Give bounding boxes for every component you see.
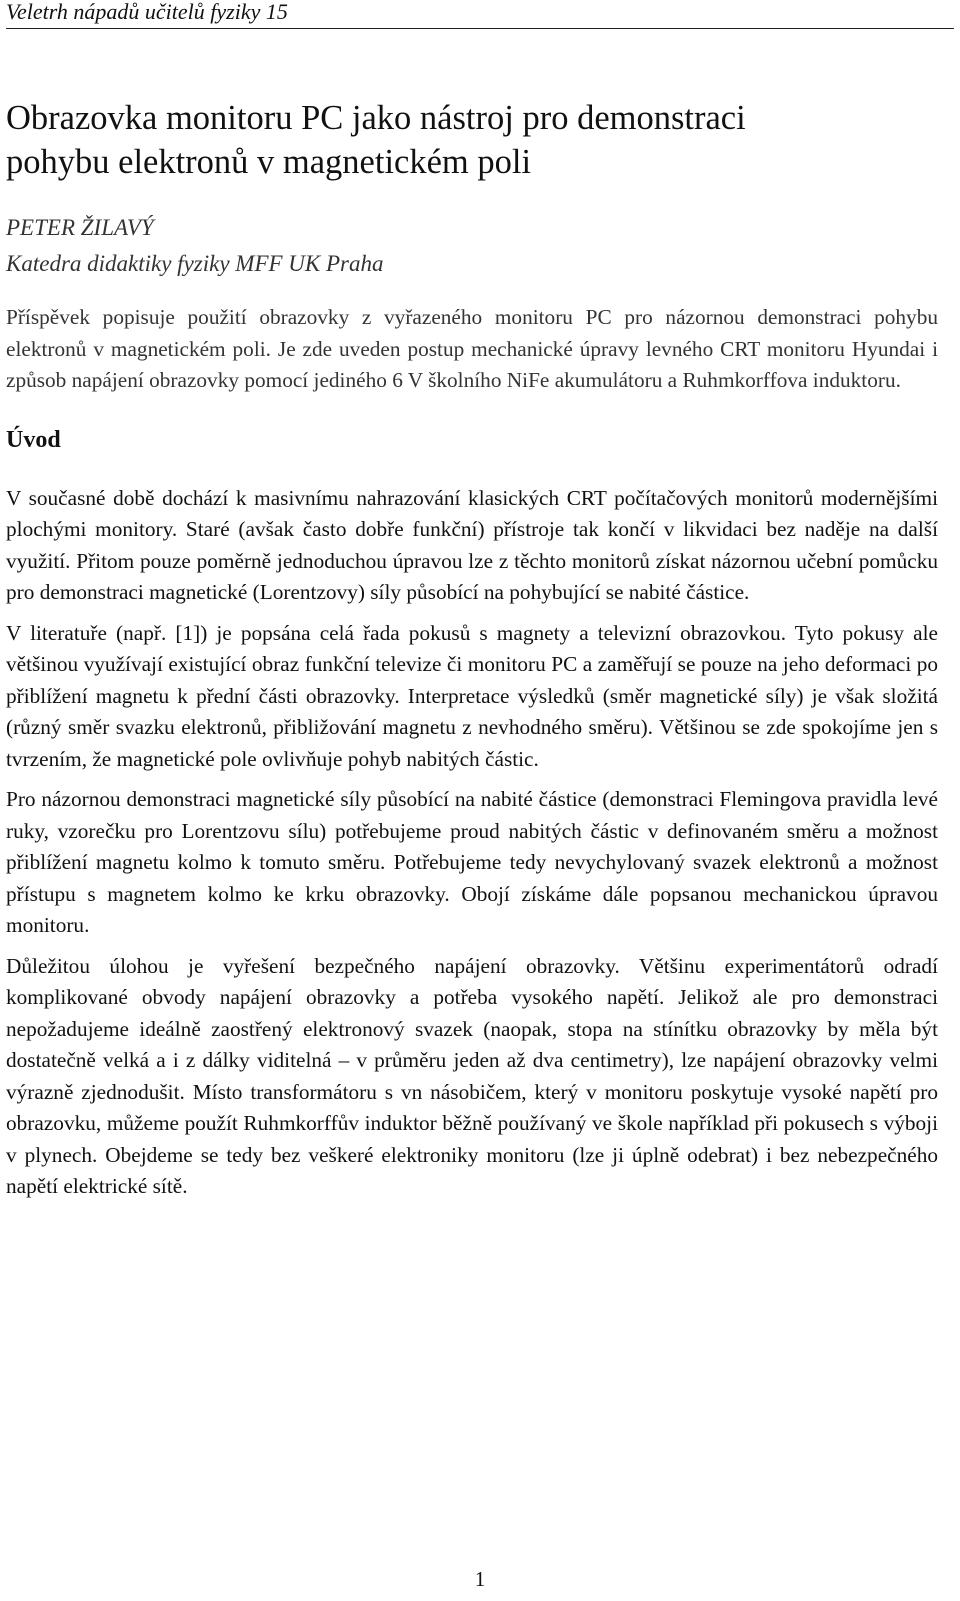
running-header-title: Veletrh nápadů učitelů fyziky 15 xyxy=(6,0,288,24)
paragraph-4: Důležitou úlohou je vyřešení bezpečného napájení obrazovky. Většinu experimentátorů odradí komplikované obvody napájení obrazovky a potřeba vysokého napětí. Jelikož ale pro demonstraci nepožadujeme ideálně zaostřený elektronový svazek (naopak, stopa na stínítku obrazovky by měla být dostatečně velká a i z dálky viditelná – v průměru jeden až dva centimetry), lze napájení obrazovky velmi výrazně zjednodušit. Místo transformátoru s vn násobičem, který v monitoru poskytuje vysoké napětí pro obrazovku, můžeme použít Ruhmkorffův induktor běžně používaný ve škole například při pokusech s výboji v plynech. Obejdeme se tedy bez veškeré elektroniky monitoru (lze ji úplně odebrat) i bez nebezpečného napětí elektrické sítě. xyxy=(6,953,938,1198)
author-name: PETER ŽILAVÝ xyxy=(6,215,154,240)
running-header xyxy=(6,0,954,29)
article-title-line-1: Obrazovka monitoru PC jako nástroj pro demonstraci xyxy=(6,99,746,137)
paragraph-2: V literatuře (např. [1]) je popsána celá řada pokusů s magnety a televizní obrazovkou. Tyto pokusy ale většinou využívají existující obraz funkční televize či monitoru PC a zaměřují se pouze na jeho deformaci po přiblížení magnetu k přední části obrazovky. Interpretace výsledků (směr magnetické síly) je však složitá (různý směr svazku elektronů, přibližování magnetu z nevhodného směru). Většinou se zde spokojíme jen s tvrzením, že magnetické pole ovlivňuje pohyb nabitých částic. xyxy=(6,620,938,771)
paragraph-3: Pro názornou demonstraci magnetické síly působící na nabité částice (demonstraci Flemingova pravidla levé ruky, vzorečku pro Lorentzovu sílu) potřebujeme proud nabitých částic v definovaném směru a možnost přiblížení magnetu kolmo k tomuto směru. Potřebujeme tedy nevychylovaný svazek elektronů a možnost přístupu s magnetem kolmo ke krku obrazovky. Obojí získáme dále popsanou mechanickou úpravou monitoru. xyxy=(6,787,938,937)
page-number: 1 xyxy=(474,1567,486,1591)
paragraph-1: V současné době dochází k masivnímu nahrazování klasických CRT počítačových monitorů modernějšími plochými monitory. Staré (avšak často dobře funkční) přístroje tak končí v likvidaci bez naděje na další využití. Přitom pouze poměrně jednoduchou úpravou lze z těchto monitorů získat názornou učební pomůcku pro demonstraci magnetické (Lorentzovy) síly působící na pohybující se nabité částice. xyxy=(6,485,938,604)
author-affiliation: Katedra didaktiky fyziky MFF UK Praha xyxy=(6,251,384,276)
author-block xyxy=(6,210,938,282)
article xyxy=(6,96,938,1203)
abstract: Příspěvek popisuje použití obrazovky z vyřazeného monitoru PC pro názornou demonstraci pohybu elektronů v magnetickém poli. Je zde uveden postup mechanické úpravy levného CRT monitoru Hyundai i způsob napájení obrazovky pomocí jediného 6 V školního NiFe akumulátoru a Ruhmkorffova induktoru. xyxy=(6,305,938,392)
section-heading: Úvod xyxy=(6,426,61,453)
article-title-line-2: pohybu elektronů v magnetickém poli xyxy=(6,143,532,181)
article-title xyxy=(6,96,938,184)
